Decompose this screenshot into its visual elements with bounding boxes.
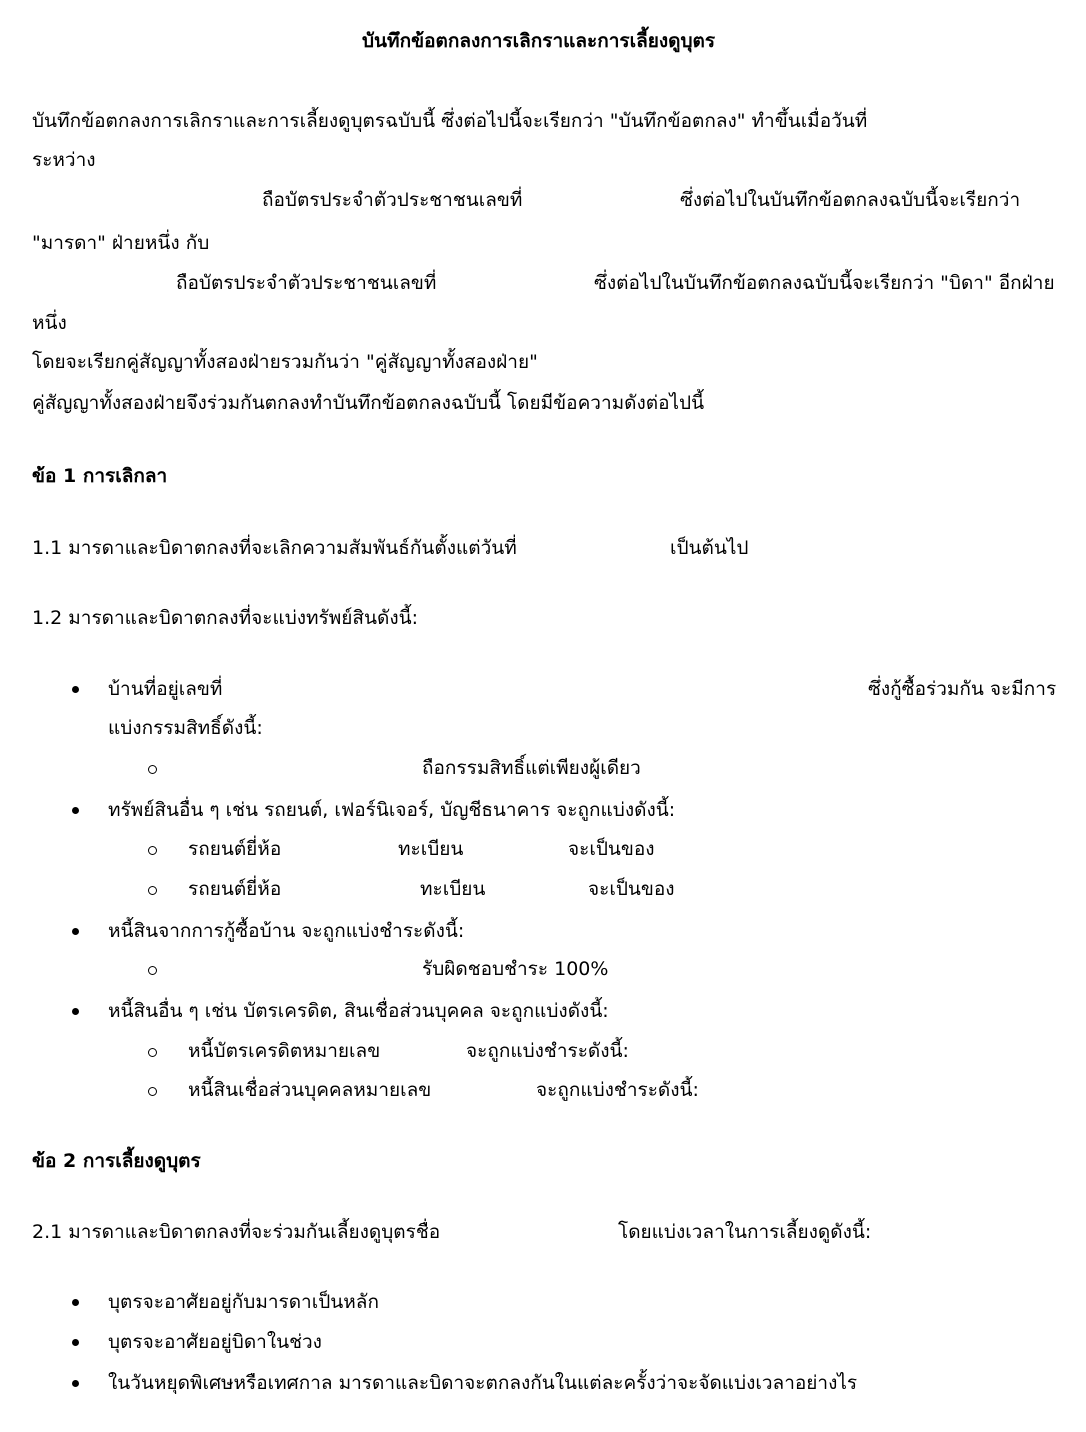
car-2-registration: ทะเบียน bbox=[420, 878, 486, 900]
mother-id-label: ถือบัตรประจำตัวประชาชนเลขที่ bbox=[262, 189, 523, 211]
mother-label: "มารดา" ฝ่ายหนึ่ง กับ bbox=[32, 232, 210, 254]
custody-mother: บุตรจะอาศัยอยู่กับมารดาเป็นหลัก bbox=[108, 1291, 379, 1313]
section-2-heading: ข้อ 2 การเลี้ยงดูบุตร bbox=[32, 1150, 201, 1172]
credit-card-debt-label: หนี้บัตรเครดิตหมายเลข bbox=[188, 1040, 381, 1062]
mortgage-text: หนี้สินจากการกู้ซื้อบ้าน จะถูกแบ่งชำระดังนี้: bbox=[108, 920, 465, 942]
custody-holidays: ในวันหยุดพิเศษหรือเทศกาล มารดาและบิดาจะตกลงกันในแต่ละครั้งว่าจะจัดแบ่งเวลาอย่างไร bbox=[108, 1372, 858, 1394]
credit-card-debt-split: จะถูกแบ่งชำระดังนี้: bbox=[466, 1040, 629, 1062]
father-label: หนึ่ง bbox=[32, 312, 67, 334]
car-1-brand: รถยนต์ยี่ห้อ bbox=[188, 838, 282, 860]
clause-1-2: 1.2 มารดาและบิดาตกลงที่จะแบ่งทรัพย์สินดังนี้: bbox=[32, 607, 419, 629]
sub-bullet-icon bbox=[148, 1048, 157, 1057]
clause-1-1-end: เป็นต้นไป bbox=[670, 537, 749, 559]
clause-2-1-start: 2.1 มารดาและบิดาตกลงที่จะร่วมกันเลี้ยงดูบุตรชื่อ bbox=[32, 1221, 441, 1243]
house-jointly-bought: ซึ่งกู้ซื้อร่วมกัน จะมีการ bbox=[868, 678, 1057, 700]
bullet-icon bbox=[72, 686, 79, 693]
house-sole-ownership: ถือกรรมสิทธิ์แต่เพียงผู้เดียว bbox=[422, 757, 641, 779]
intro-line-2: ระหว่าง bbox=[32, 149, 96, 171]
car-2-owner: จะเป็นของ bbox=[588, 878, 675, 900]
document-title: บันทึกข้อตกลงการเลิกราและการเลี้ยงดูบุตร bbox=[362, 30, 716, 52]
other-debts-text: หนี้สินอื่น ๆ เช่น บัตรเครดิต, สินเชื่อส่วนบุคคล จะถูกแบ่งดังนี้: bbox=[108, 1000, 609, 1022]
sub-bullet-icon bbox=[148, 966, 157, 975]
section-1-heading: ข้อ 1 การเลิกลา bbox=[32, 465, 168, 487]
father-called-text: ซึ่งต่อไปในบันทึกข้อตกลงฉบับนี้จะเรียกว่า "บิดา" อีกฝ่าย bbox=[594, 272, 1055, 294]
mortgage-responsibility: รับผิดชอบชำระ 100% bbox=[422, 958, 609, 980]
bullet-icon bbox=[72, 1380, 79, 1387]
car-2-brand: รถยนต์ยี่ห้อ bbox=[188, 878, 282, 900]
house-label: บ้านที่อยู่เลขที่ bbox=[108, 678, 223, 700]
personal-loan-split: จะถูกแบ่งชำระดังนี้: bbox=[536, 1079, 699, 1101]
bullet-icon bbox=[72, 1299, 79, 1306]
mother-called-text: ซึ่งต่อไปในบันทึกข้อตกลงฉบับนี้จะเรียกว่า bbox=[680, 189, 1021, 211]
car-1-registration: ทะเบียน bbox=[398, 838, 464, 860]
other-assets-text: ทรัพย์สินอื่น ๆ เช่น รถยนต์, เฟอร์นิเจอร์, บัญชีธนาคาร จะถูกแบ่งดังนี้: bbox=[108, 799, 676, 821]
bullet-icon bbox=[72, 1008, 79, 1015]
sub-bullet-icon bbox=[148, 886, 157, 895]
sub-bullet-icon bbox=[148, 765, 157, 774]
father-id-label: ถือบัตรประจำตัวประชาชนเลขที่ bbox=[176, 272, 437, 294]
sub-bullet-icon bbox=[148, 1087, 157, 1096]
bullet-icon bbox=[72, 807, 79, 814]
sub-bullet-icon bbox=[148, 846, 157, 855]
clause-2-1-end: โดยแบ่งเวลาในการเลี้ยงดูดังนี้: bbox=[618, 1221, 872, 1243]
clause-1-1-start: 1.1 มารดาและบิดาตกลงที่จะเลิกความสัมพันธ์กันตั้งแต่วันที่ bbox=[32, 537, 517, 559]
personal-loan-label: หนี้สินเชื่อส่วนบุคคลหมายเลข bbox=[188, 1079, 432, 1101]
house-ownership-split: แบ่งกรรมสิทธิ์ดังนี้: bbox=[108, 717, 263, 739]
custody-father: บุตรจะอาศัยอยู่บิดาในช่วง bbox=[108, 1331, 322, 1353]
bullet-icon bbox=[72, 1339, 79, 1346]
intro-line-1: บันทึกข้อตกลงการเลิกราและการเลี้ยงดูบุตรฉบับนี้ ซึ่งต่อไปนี้จะเรียกว่า "บันทึกข้อตกลง" ทำขึ้นเมื่อวันที่ bbox=[32, 110, 868, 132]
bullet-icon bbox=[72, 928, 79, 935]
parties-text: โดยจะเรียกคู่สัญญาทั้งสองฝ่ายรวมกันว่า "คู่สัญญาทั้งสองฝ่าย" bbox=[32, 351, 538, 373]
car-1-owner: จะเป็นของ bbox=[568, 838, 655, 860]
agreement-text: คู่สัญญาทั้งสองฝ่ายจึงร่วมกันตกลงทำบันทึกข้อตกลงฉบับนี้ โดยมีข้อความดังต่อไปนี้ bbox=[32, 392, 705, 414]
